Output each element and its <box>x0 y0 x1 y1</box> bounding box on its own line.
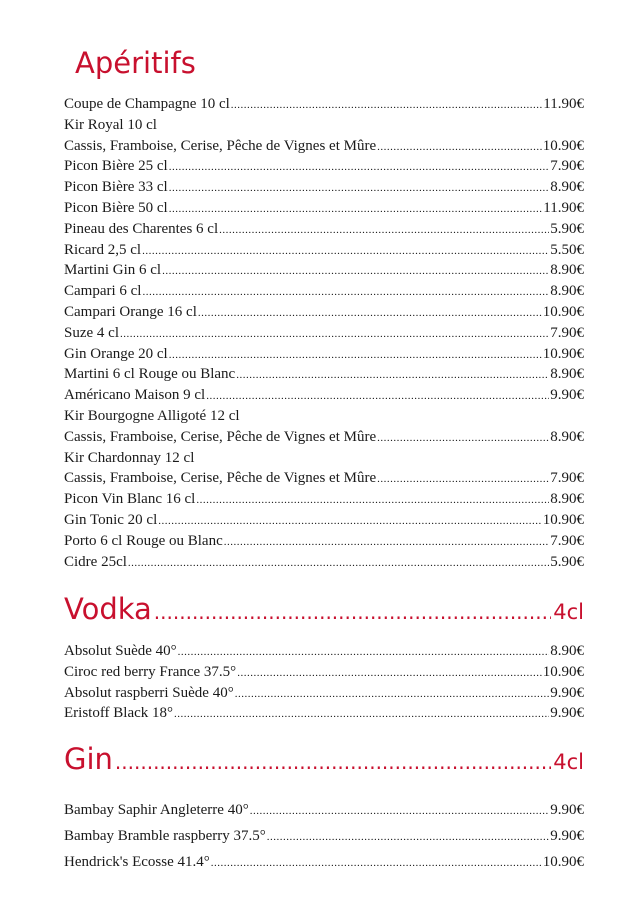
dot-leader <box>142 282 549 303</box>
menu-item-price: 8.90€ <box>550 643 584 659</box>
menu-item-name: Picon Bière 25 cl <box>64 158 168 175</box>
menu-item-name: Cidre 25cl <box>64 553 127 570</box>
menu-item <box>64 385 584 406</box>
dot-leader <box>219 220 549 241</box>
menu-item-price: 10.90€ <box>542 663 584 680</box>
menu-item-price: 9.90€ <box>550 684 584 701</box>
menu-item-name: Gin Tonic 20 cl <box>64 511 158 528</box>
gin-header-dots <box>115 750 551 774</box>
menu-item <box>64 260 584 281</box>
vodka-title: Vodka <box>64 592 152 626</box>
dot-leader <box>231 95 543 116</box>
menu-item-name: Kir Chardonnay 12 cl <box>64 449 195 466</box>
dot-leader <box>198 303 542 324</box>
menu-item-price: 7.90€ <box>550 158 584 175</box>
menu-item-price: 5.90€ <box>550 553 584 570</box>
menu-item-name: Eristoff Black 18° <box>64 705 174 722</box>
menu-item-name: Martini 6 cl Rouge ou Blanc <box>64 366 236 383</box>
dot-leader <box>224 532 550 553</box>
menu-item <box>64 281 584 302</box>
gin-list <box>64 797 584 875</box>
menu-item-price: 11.90€ <box>543 199 584 216</box>
aperitifs-list <box>64 94 584 572</box>
menu-item <box>64 344 584 365</box>
vodka-header-dots <box>154 600 551 624</box>
menu-item-name: Hendrick's Ecosse 41.4° <box>64 854 210 870</box>
menu-item-name: Pineau des Charentes 6 cl <box>64 220 219 237</box>
menu-item <box>64 156 584 177</box>
aperitifs-title: Apéritifs <box>75 46 196 80</box>
gin-title: Gin <box>64 742 113 776</box>
menu-item <box>64 849 584 875</box>
menu-item-name: Absolut Suède 40° <box>64 643 177 659</box>
menu-item-price: 10.90€ <box>542 137 584 154</box>
menu-item-price: 10.90€ <box>542 854 584 870</box>
menu-item <box>64 662 584 683</box>
menu-item-name: Picon Bière 50 cl <box>64 199 168 216</box>
menu-item-price: 8.90€ <box>550 283 584 300</box>
menu-item-price: 5.90€ <box>550 220 584 237</box>
menu-item-name: Bambay Bramble raspberry 37.5° <box>64 828 266 844</box>
menu-item <box>64 323 584 344</box>
menu-item-price: 10.90€ <box>542 511 584 528</box>
menu-item-name: Cassis, Framboise, Cerise, Pêche de Vignes et Mûre <box>64 137 377 154</box>
dot-leader <box>178 642 550 663</box>
menu-item-name: Ricard 2,5 cl <box>64 241 142 258</box>
menu-item-price: 9.90€ <box>550 802 584 818</box>
menu-item <box>64 510 584 531</box>
menu-item-price: 8.90€ <box>550 179 584 196</box>
dot-leader <box>196 490 549 511</box>
menu-item <box>64 427 584 448</box>
dot-leader <box>169 199 543 220</box>
menu-item-price: 7.90€ <box>550 324 584 341</box>
menu-item-price: 8.90€ <box>550 262 584 279</box>
dot-leader <box>237 663 542 684</box>
menu-item-price: 8.90€ <box>550 491 584 508</box>
dot-leader <box>377 469 549 490</box>
menu-item-name: Campari Orange 16 cl <box>64 303 197 320</box>
menu-item-name: Martini Gin 6 cl <box>64 262 162 279</box>
dot-leader <box>206 386 549 407</box>
dot-leader <box>174 704 549 725</box>
vodka-header <box>64 592 584 626</box>
menu-item <box>64 302 584 323</box>
menu-item-name: Porto 6 cl Rouge ou Blanc <box>64 532 223 549</box>
menu-item <box>64 703 584 724</box>
menu-item-price: 5.50€ <box>550 241 584 258</box>
menu-item-name: Cassis, Framboise, Cerise, Pêche de Vignes et Mûre <box>64 428 377 445</box>
menu-item-name: Ciroc red berry France 37.5° <box>64 663 237 680</box>
menu-item-price: 8.90€ <box>550 428 584 445</box>
menu-item <box>64 94 584 115</box>
menu-item <box>64 115 584 136</box>
menu-item-name: Gin Orange 20 cl <box>64 345 168 362</box>
menu-item <box>64 177 584 198</box>
menu-item-name: Suze 4 cl <box>64 324 119 341</box>
menu-item-name: Kir Bourgogne Alligoté 12 cl <box>64 407 240 424</box>
menu-item-name: Américano Maison 9 cl <box>64 387 206 404</box>
menu-item <box>64 552 584 573</box>
vodka-unit: 4cl <box>553 600 584 624</box>
dot-leader <box>120 324 549 345</box>
gin-header <box>64 742 584 776</box>
dot-leader <box>250 798 550 824</box>
dot-leader <box>235 684 550 705</box>
menu-item <box>64 531 584 552</box>
gin-unit: 4cl <box>553 750 584 774</box>
menu-item-price: 7.90€ <box>550 470 584 487</box>
menu-item-price: 10.90€ <box>542 303 584 320</box>
menu-item-price: 7.90€ <box>550 532 584 549</box>
dot-leader <box>267 824 549 850</box>
menu-item-name: Picon Vin Blanc 16 cl <box>64 491 196 508</box>
menu-item <box>64 364 584 385</box>
dot-leader <box>162 261 549 282</box>
menu-item-price: 9.90€ <box>550 828 584 844</box>
dot-leader <box>236 365 549 386</box>
menu-item <box>64 219 584 240</box>
menu-item <box>64 406 584 427</box>
menu-item <box>64 797 584 823</box>
dot-leader <box>377 428 549 449</box>
menu-item-name: Absolut raspberri Suède 40° <box>64 684 234 701</box>
menu-item-name: Bambay Saphir Angleterre 40° <box>64 802 249 818</box>
menu-item-name: Campari 6 cl <box>64 283 142 300</box>
menu-item <box>64 198 584 219</box>
menu-item-price: 9.90€ <box>550 387 584 404</box>
dot-leader <box>142 241 549 262</box>
menu-item <box>64 489 584 510</box>
menu-item <box>64 240 584 261</box>
dot-leader <box>128 553 549 574</box>
dot-leader <box>158 511 542 532</box>
menu-item <box>64 823 584 849</box>
menu-item-name: Picon Bière 33 cl <box>64 179 168 196</box>
menu-item-name: Kir Royal 10 cl <box>64 116 157 133</box>
menu-item-name: Cassis, Framboise, Cerise, Pêche de Vignes et Mûre <box>64 470 377 487</box>
menu-item <box>64 448 584 469</box>
vodka-list <box>64 641 584 724</box>
menu-item <box>64 136 584 157</box>
menu-item <box>64 468 584 489</box>
menu-item-price: 10.90€ <box>542 345 584 362</box>
dot-leader <box>169 178 550 199</box>
dot-leader <box>169 345 542 366</box>
dot-leader <box>169 157 550 178</box>
dot-leader <box>377 137 542 158</box>
menu-item-name: Coupe de Champagne 10 cl <box>64 96 230 112</box>
menu-item-price: 11.90€ <box>543 96 584 112</box>
menu-item <box>64 683 584 704</box>
menu-item-price: 8.90€ <box>550 366 584 383</box>
menu-item-price: 9.90€ <box>550 705 584 722</box>
dot-leader <box>211 850 542 876</box>
menu-item <box>64 641 584 662</box>
